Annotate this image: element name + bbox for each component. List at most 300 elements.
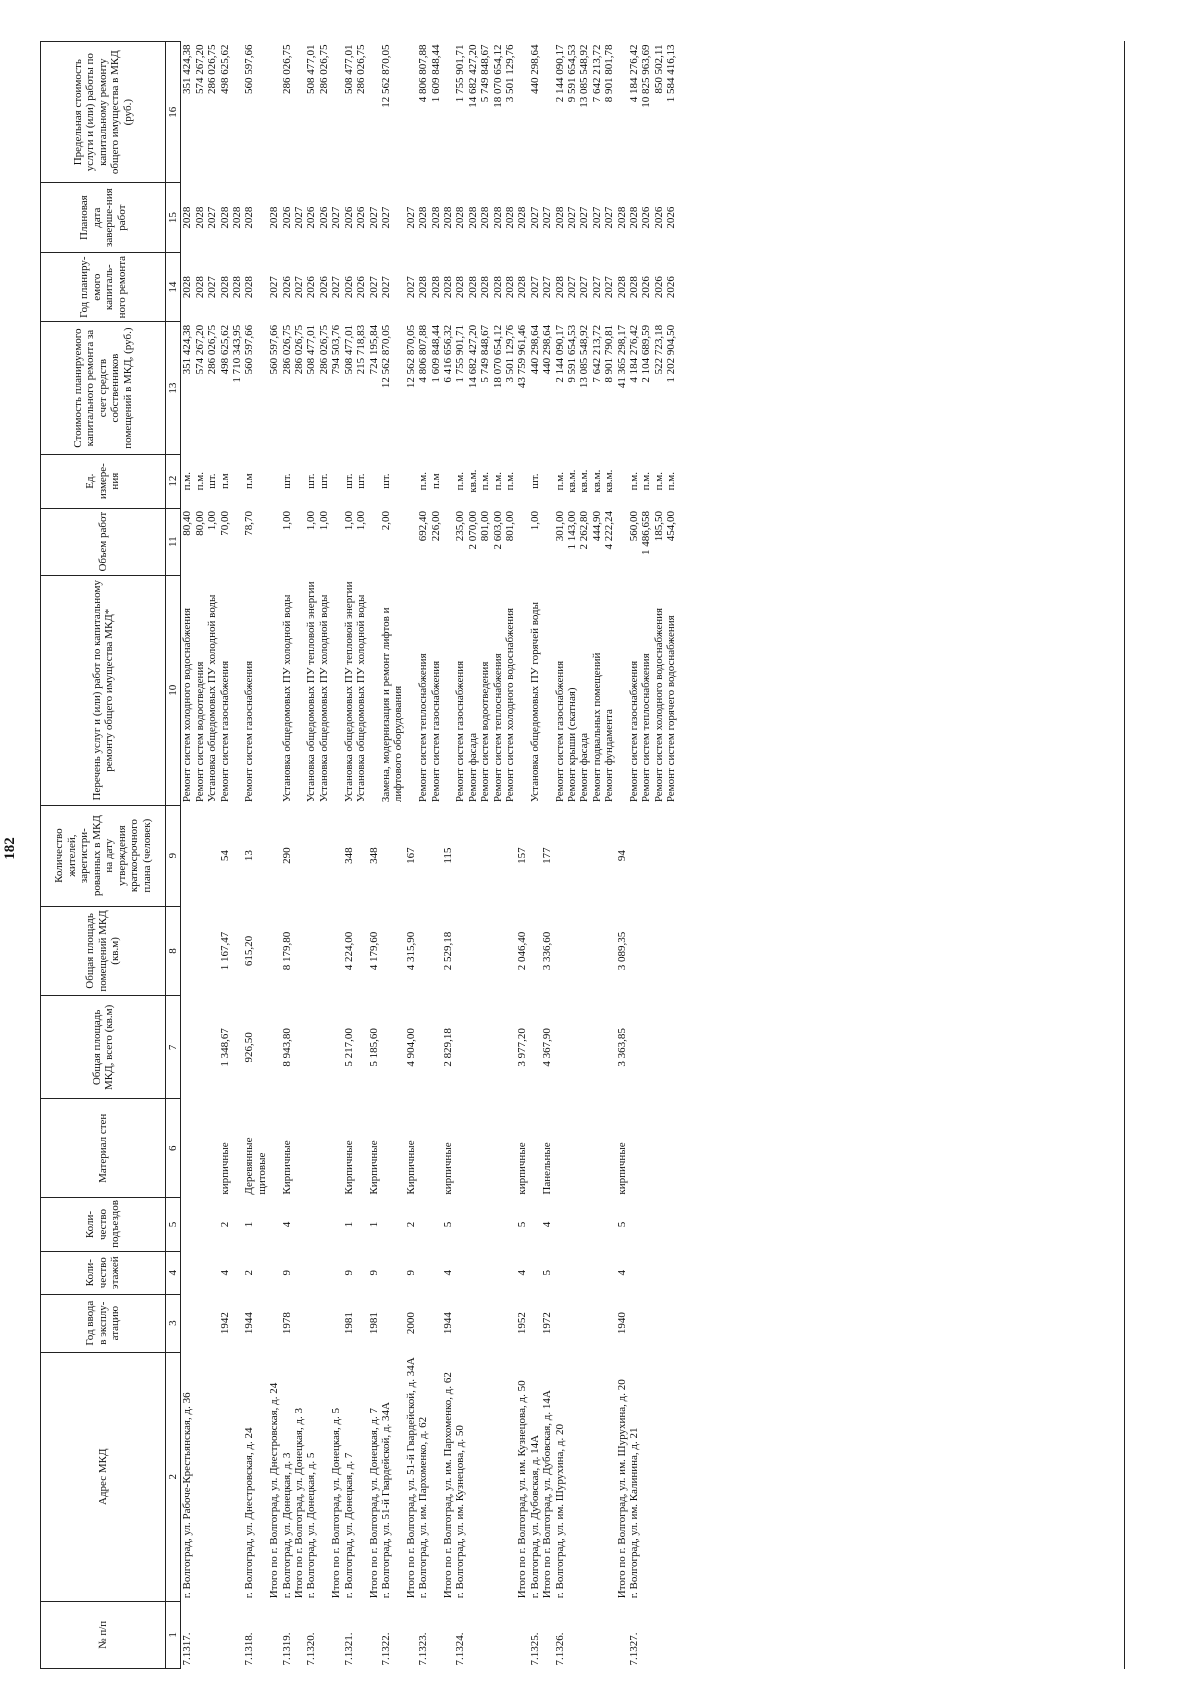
table-cell: 794 503,76 — [330, 324, 343, 375]
table-cell: г. Волгоград, ул. им. Шурухина, д. 20 — [553, 1423, 566, 1599]
table-cell: 1,00 — [206, 511, 219, 531]
table-cell — [578, 1601, 590, 1668]
table-cell: 12 562 870,05 — [379, 44, 392, 108]
header-cell: Год ввода в эксплу-атацию — [41, 1294, 166, 1352]
table-cell — [591, 1099, 603, 1198]
table-cell — [330, 1601, 342, 1668]
table-cell — [268, 906, 280, 996]
table-cell — [268, 1099, 280, 1198]
table-row — [417, 42, 429, 1669]
table-cell: 4 806 807,88 — [417, 324, 430, 383]
table-cell — [628, 906, 640, 996]
table-cell — [231, 805, 243, 906]
table-cell: 2028 — [479, 206, 492, 229]
table-cell: Ремонт систем газоснабжения — [628, 660, 641, 803]
table-cell: кв.м. — [466, 469, 479, 493]
table-row — [318, 42, 330, 1669]
table-row — [665, 42, 677, 1669]
table-cell: 4 806 807,88 — [417, 44, 430, 103]
table-cell — [492, 1352, 504, 1601]
table-cell — [591, 906, 603, 996]
table-row — [442, 42, 454, 1669]
table-cell: п.м — [243, 473, 256, 489]
table-cell — [554, 1198, 566, 1252]
table-cell: Установка общедомовых ПУ тепловой энергии — [342, 581, 355, 803]
table-header — [41, 42, 181, 1669]
table-cell: 1 755 901,71 — [454, 324, 467, 383]
table-cell: 286 026,75 — [280, 44, 293, 94]
table-cell — [318, 1099, 330, 1198]
table-cell — [492, 906, 504, 996]
table-row — [293, 42, 305, 1669]
table-row — [181, 42, 194, 1669]
table-cell: 2026 — [280, 276, 293, 299]
table-cell — [318, 906, 330, 996]
table-cell: 2027 — [268, 276, 281, 299]
table-cell — [219, 1352, 231, 1601]
table-cell — [640, 1198, 652, 1252]
column-number: 10 — [166, 575, 181, 805]
table-cell: 7.1320. — [305, 1632, 318, 1666]
table-cell: г. Волгоград, ул. 51-й Гвардейской, д. 34А — [379, 1402, 392, 1599]
table-cell: 2026 — [640, 276, 653, 299]
table-cell: 560 597,66 — [243, 44, 256, 94]
header-cell: Количество жителей, зарегистри-рованных в МКД на дату утверждения краткосрочного плана (человек) — [41, 805, 166, 906]
table-cell: 2 046,40 — [516, 931, 529, 971]
table-cell: 70,00 — [218, 511, 231, 536]
page-number: 182 — [2, 837, 18, 860]
table-cell: г. Волгоград, ул. Рабоче-Крестьянская, д. 36 — [181, 1392, 194, 1599]
table-cell — [566, 1251, 578, 1294]
table-cell: 14 682 427,20 — [466, 324, 479, 389]
table-cell: 1 167,47 — [218, 931, 231, 971]
table-cell — [578, 1198, 590, 1252]
table-cell: 1 584 416,13 — [665, 44, 678, 103]
table-cell — [368, 575, 380, 805]
table-cell — [578, 805, 590, 906]
table-cell: 2 829,18 — [441, 1028, 454, 1067]
table-cell — [566, 1352, 578, 1601]
table-cell — [231, 42, 243, 183]
table-cell — [206, 1099, 218, 1198]
table-cell: 2028 — [615, 276, 628, 299]
table-cell: г. Волгоград, ул. Донецкая, д. 5 — [305, 1452, 318, 1599]
table-cell — [231, 1099, 243, 1198]
table-cell — [194, 1198, 206, 1252]
table-cell — [430, 1198, 442, 1252]
table-cell: шт. — [342, 473, 355, 489]
table-cell: 80,40 — [181, 511, 194, 536]
table-cell: 286 026,75 — [293, 324, 306, 375]
table-cell: 2028 — [441, 206, 454, 229]
table-cell: 692,40 — [417, 511, 430, 542]
table-cell: Ремонт систем газоснабжения — [218, 660, 231, 803]
table-cell — [417, 1198, 429, 1252]
table-cell: г. Волгоград, ул. им. Калинина, д. 21 — [628, 1427, 641, 1599]
table-cell: 1 609 848,44 — [429, 44, 442, 103]
table-cell — [603, 1352, 615, 1601]
table-cell: 8 943,80 — [280, 1028, 293, 1067]
table-cell — [194, 906, 206, 996]
table-row — [566, 42, 578, 1669]
table-cell — [529, 996, 541, 1099]
table-cell: 2 — [218, 1221, 231, 1228]
table-cell — [665, 1294, 677, 1352]
table-cell: 2000 — [404, 1312, 417, 1335]
table-cell — [330, 508, 342, 575]
table-cell: Ремонт фасада — [466, 733, 479, 803]
table-cell — [541, 1601, 553, 1668]
table-cell: шт. — [305, 473, 318, 489]
table-cell — [181, 1251, 194, 1294]
table-cell: 18 070 654,12 — [491, 44, 504, 108]
table-cell: Итого по г. Волгоград, ул. им. Шурухина, д. 20 — [615, 1379, 628, 1599]
table-cell: п.м. — [417, 471, 430, 491]
table-cell — [268, 1198, 280, 1252]
table-cell — [330, 1099, 342, 1198]
table-cell: 2026 — [342, 206, 355, 229]
table-cell: 444,90 — [590, 511, 603, 542]
table-cell: 2028 — [417, 276, 430, 299]
table-cell — [591, 1601, 603, 1668]
table-cell — [293, 906, 305, 996]
table-cell: 7.1325. — [528, 1632, 541, 1666]
table-cell — [330, 575, 342, 805]
table-cell — [554, 1099, 566, 1198]
column-number: 5 — [166, 1198, 181, 1252]
table-cell: 1,00 — [280, 511, 293, 531]
table-cell: 2028 — [503, 276, 516, 299]
table-cell: 2027 — [293, 206, 306, 229]
table-cell — [181, 1198, 194, 1252]
table-cell: 8 901 790,81 — [603, 324, 616, 383]
table-cell — [653, 1198, 665, 1252]
table-cell: 1940 — [615, 1312, 628, 1335]
table-cell: 5 749 848,67 — [479, 44, 492, 103]
column-number: 3 — [166, 1294, 181, 1352]
table-cell — [640, 1251, 652, 1294]
table-cell — [305, 1099, 317, 1198]
table-cell — [492, 1198, 504, 1252]
table-cell: 498 625,62 — [218, 44, 231, 94]
table-cell — [442, 454, 454, 508]
table-cell: Ремонт систем газоснабжения — [553, 660, 566, 803]
table-cell — [430, 805, 442, 906]
table-cell: Ремонт систем водоотведения — [193, 661, 206, 803]
table-cell: 508 477,01 — [305, 44, 318, 94]
table-cell: Кирпичные — [280, 1140, 293, 1195]
table-cell: 2028 — [479, 276, 492, 299]
table-cell — [368, 508, 380, 575]
table-cell: 2028 — [243, 276, 256, 299]
column-number: 16 — [166, 42, 181, 183]
table-cell: 2027 — [330, 276, 343, 299]
table-cell: 440 298,64 — [528, 324, 541, 375]
table-cell — [380, 906, 405, 996]
table-cell — [479, 1352, 491, 1601]
table-cell — [616, 454, 628, 508]
table-cell — [405, 508, 417, 575]
table-cell — [206, 1251, 218, 1294]
table-cell — [318, 1198, 330, 1252]
table-cell: 2028 — [491, 276, 504, 299]
table-cell — [368, 454, 380, 508]
table-cell — [653, 906, 665, 996]
table-cell: 7.1318. — [243, 1632, 256, 1666]
table-cell: 185,50 — [652, 511, 665, 542]
table-cell: 2026 — [317, 276, 330, 299]
table-cell: 78,70 — [243, 511, 256, 536]
table-cell — [529, 1198, 541, 1252]
table-cell — [268, 42, 280, 183]
table-cell — [603, 996, 615, 1099]
table-cell: п.м. — [553, 471, 566, 491]
table-cell — [603, 1198, 615, 1252]
table-cell: шт. — [379, 473, 392, 489]
table-cell: кв.м. — [590, 469, 603, 493]
table-cell: 157 — [516, 847, 529, 864]
table-cell: 80,00 — [193, 511, 206, 536]
table-cell: 286 026,75 — [206, 324, 219, 375]
table-cell: Ремонт систем холодного водоснабжения — [181, 607, 194, 803]
table-cell — [665, 1352, 677, 1601]
table-cell: 286 026,75 — [317, 324, 330, 375]
table-cell — [442, 575, 454, 805]
table-cell: г. Волгоград, ул. Донецкая, д. 7 — [342, 1452, 355, 1599]
table-cell — [566, 1294, 578, 1352]
table-cell: 348 — [367, 847, 380, 864]
table-cell — [628, 805, 640, 906]
table-cell: шт. — [280, 473, 293, 489]
table-cell — [206, 1294, 218, 1352]
table-cell: Ремонт систем горячего водоснабжения — [665, 615, 678, 803]
table-cell — [454, 1198, 466, 1252]
table-cell: Ремонт систем водоотведения — [479, 661, 492, 803]
table-cell — [330, 996, 342, 1099]
table-cell: п.м. — [503, 471, 516, 491]
table-cell — [591, 1198, 603, 1252]
table-cell: 1,00 — [305, 511, 318, 531]
table-cell: 2028 — [231, 276, 244, 299]
table-cell: 2028 — [268, 206, 281, 229]
table-cell — [603, 1601, 615, 1668]
table-cell: 1,00 — [355, 511, 368, 531]
column-number: 6 — [166, 1099, 181, 1198]
table-cell: 3 501 129,76 — [503, 324, 516, 383]
table-cell — [305, 1294, 317, 1352]
table-cell — [330, 1251, 342, 1294]
table-cell — [293, 805, 305, 906]
table-cell: 2028 — [181, 276, 194, 299]
table-cell: 286 026,75 — [317, 44, 330, 94]
table-cell: 301,00 — [553, 511, 566, 542]
table-cell: Итого по г. Волгоград, ул. Днестровская, д. 24 — [268, 1382, 281, 1599]
table-cell: 235,00 — [454, 511, 467, 542]
table-cell: 2027 — [590, 206, 603, 229]
table-cell — [355, 1251, 367, 1294]
table-cell — [479, 1294, 491, 1352]
table-cell — [504, 1352, 516, 1601]
table-cell: 1944 — [441, 1312, 454, 1335]
table-cell: 2026 — [305, 206, 318, 229]
table-cell: 4 315,90 — [404, 931, 417, 971]
table-cell: 2028 — [417, 206, 430, 229]
table-cell: 615,20 — [243, 935, 256, 967]
table-cell — [368, 42, 380, 183]
table-cell — [380, 996, 405, 1099]
table-cell: 2028 — [429, 276, 442, 299]
table-cell: 2027 — [590, 276, 603, 299]
table-cell: 3 336,60 — [541, 931, 554, 971]
table-cell — [516, 575, 528, 805]
table-cell: 1 — [243, 1221, 256, 1228]
table-cell: 2026 — [355, 276, 368, 299]
table-cell — [181, 906, 194, 996]
table-cell — [479, 996, 491, 1099]
table-cell — [504, 996, 516, 1099]
table-cell: 2027 — [528, 276, 541, 299]
table-cell — [194, 1352, 206, 1601]
table-cell — [268, 454, 280, 508]
table-cell — [665, 1601, 677, 1668]
table-cell: 1942 — [218, 1312, 231, 1335]
table-cell — [355, 1294, 367, 1352]
table-cell — [529, 805, 541, 906]
table-cell — [566, 1099, 578, 1198]
table-cell: 8 179,80 — [280, 931, 293, 971]
table-cell: 4 184 276,42 — [628, 324, 641, 383]
column-number: 2 — [166, 1352, 181, 1601]
table-cell: 14 682 427,20 — [466, 44, 479, 108]
table-row — [578, 42, 590, 1669]
table-row — [616, 42, 628, 1669]
table-cell: 2028 — [628, 276, 641, 299]
table-cell — [554, 996, 566, 1099]
table-cell: г. Волгоград, ул. Днестровская, д. 24 — [243, 1427, 256, 1599]
table-cell: 2026 — [640, 206, 653, 229]
header-cell: Общая площадь помещений МКД (кв.м) — [41, 906, 166, 996]
table-cell: 7.1317. — [181, 1632, 194, 1666]
table-cell — [417, 1099, 429, 1198]
table-cell — [653, 1601, 665, 1668]
table-cell: 9 591 654,53 — [566, 324, 578, 383]
table-cell — [293, 454, 305, 508]
table-cell — [541, 508, 553, 575]
table-cell — [603, 1099, 615, 1198]
table-cell: п.м. — [491, 471, 504, 491]
table-cell — [355, 1099, 367, 1198]
table-cell: Ремонт систем холодного водоснабжения — [652, 607, 665, 803]
table-cell — [181, 1099, 194, 1198]
table-cell: 4 — [280, 1221, 293, 1228]
table-cell — [355, 805, 367, 906]
table-cell: 926,50 — [243, 1032, 256, 1063]
table-cell — [454, 1251, 466, 1294]
table-cell: 2 — [404, 1221, 417, 1228]
table-cell — [603, 1251, 615, 1294]
table-cell — [640, 1352, 652, 1601]
table-cell — [305, 996, 317, 1099]
table-cell — [504, 1099, 516, 1198]
table-cell: 4 — [516, 1269, 529, 1276]
table-cell: 8 901 801,78 — [603, 44, 616, 103]
table-cell — [467, 1198, 479, 1252]
table-cell — [653, 1294, 665, 1352]
table-cell — [516, 508, 528, 575]
column-number: 4 — [166, 1251, 181, 1294]
header-cell: Ед. измере-ния — [41, 454, 166, 508]
table-cell: 2028 — [553, 206, 566, 229]
table-cell: 498 625,62 — [218, 324, 231, 375]
table-cell: 2027 — [566, 276, 578, 299]
table-cell: 4 224,00 — [342, 931, 355, 971]
table-cell: Панельные — [541, 1142, 554, 1195]
header-cell: Год планиру-емого капиталь-ного ремонта — [41, 252, 166, 322]
table-cell: 1972 — [541, 1312, 554, 1335]
table-cell — [529, 1099, 541, 1198]
header-cell: Материал стен — [41, 1099, 166, 1198]
table-cell — [318, 1601, 330, 1668]
table-cell: 2028 — [429, 206, 442, 229]
table-cell: 7.1319. — [280, 1632, 293, 1666]
table-cell: 1981 — [367, 1312, 380, 1335]
table-cell — [293, 508, 305, 575]
table-cell: 2028 — [628, 206, 641, 229]
table-cell — [442, 1601, 454, 1668]
table-cell: 290 — [280, 847, 293, 864]
table-cell — [665, 1198, 677, 1252]
header-cell: Общая площадь МКД, всего (кв.м) — [41, 996, 166, 1099]
table-cell: Итого по г. Волгоград, ул. Донецкая, д. 5 — [330, 1407, 343, 1599]
table-cell: 2026 — [317, 206, 330, 229]
table-cell: кирпичные — [516, 1142, 529, 1195]
table-cell — [293, 996, 305, 1099]
table-cell — [504, 1198, 516, 1252]
table-cell: 2028 — [181, 206, 194, 229]
table-cell: 351 424,38 — [181, 324, 194, 375]
table-cell — [330, 906, 342, 996]
table-cell: 348 — [342, 847, 355, 864]
column-number: 11 — [166, 508, 181, 575]
table-cell — [628, 996, 640, 1099]
table-cell: Кирпичные — [342, 1140, 355, 1195]
table-cell — [355, 1352, 367, 1601]
table-cell — [417, 996, 429, 1099]
table-cell: 167 — [404, 847, 417, 864]
table-cell: Установка общедомовых ПУ тепловой энергии — [305, 581, 318, 803]
table-cell: г. Волгоград, ул. Донецкая, д. 3 — [280, 1452, 293, 1599]
table-cell: 1 202 904,50 — [665, 324, 678, 383]
table-cell — [479, 906, 491, 996]
table-cell: шт. — [206, 473, 219, 489]
table-row — [231, 42, 243, 1669]
table-cell — [268, 805, 280, 906]
table-cell — [181, 805, 194, 906]
table-cell — [479, 1099, 491, 1198]
table-cell: 2028 — [193, 276, 206, 299]
table-cell — [442, 508, 454, 575]
table-row — [355, 42, 367, 1669]
table-cell — [430, 1099, 442, 1198]
table-cell: 9 — [280, 1269, 293, 1276]
table-cell — [479, 1198, 491, 1252]
table-row — [454, 42, 466, 1669]
table-cell — [467, 1601, 479, 1668]
table-cell — [231, 454, 243, 508]
header-cell: № п/п — [41, 1601, 166, 1668]
table-cell: 1952 — [516, 1312, 529, 1335]
table-cell: 2026 — [665, 276, 678, 299]
